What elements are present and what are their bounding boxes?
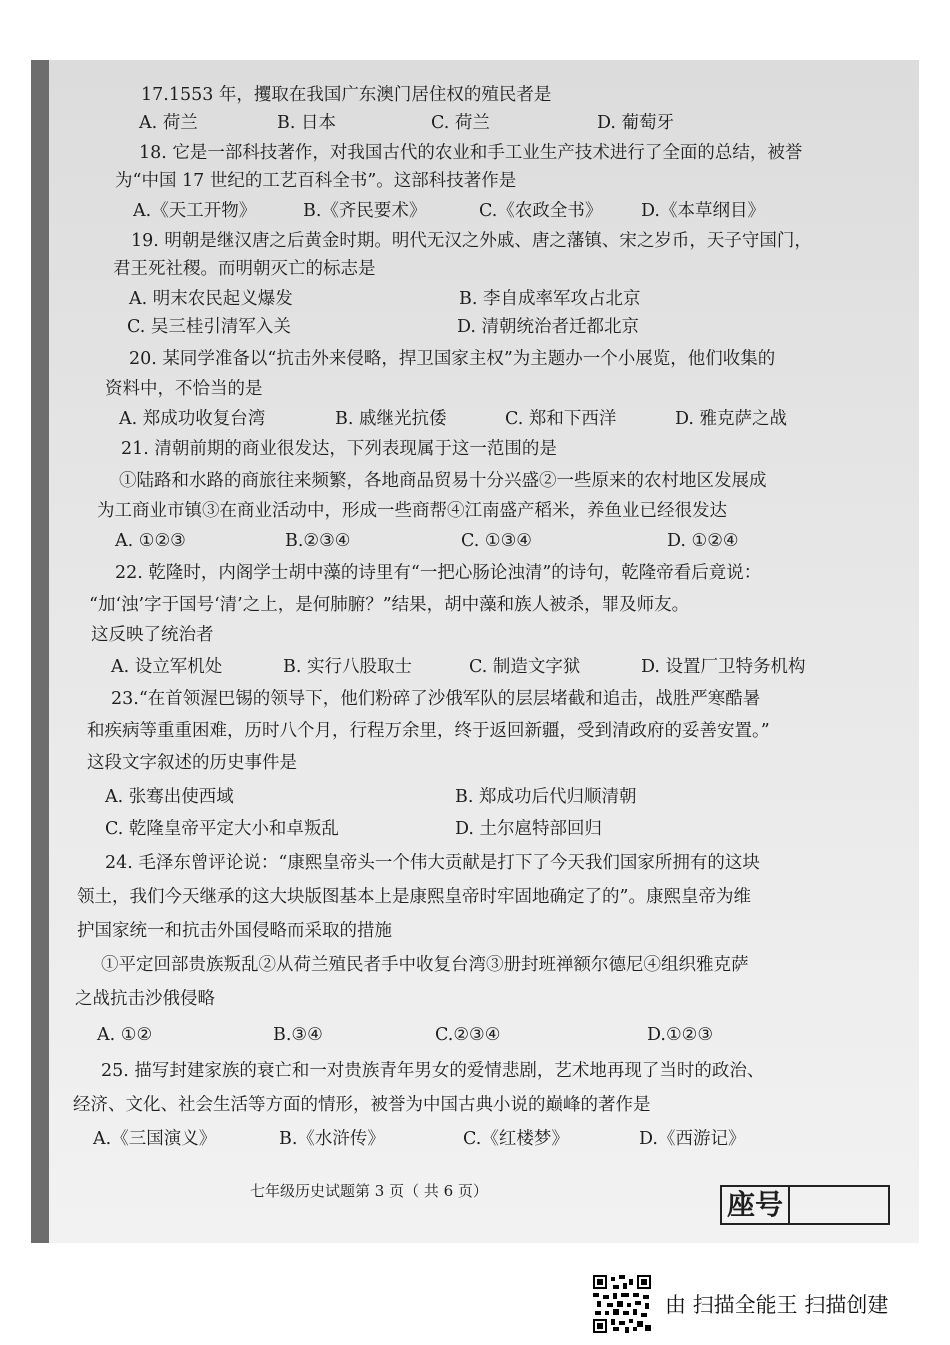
q24-body-line2: 之战抗击沙俄侵略 [75, 989, 215, 1009]
q24-option-b: B.③④ [273, 1025, 323, 1045]
q17-option-c: C. 荷兰 [431, 113, 490, 133]
q19-option-c: C. 吴三桂引清军入关 [127, 317, 291, 337]
q20-stem-line1: 20. 某同学准备以“抗击外来侵略，捍卫国家主权”为主题办一个小展览，他们收集的 [129, 349, 776, 369]
q18-option-a: A.《天工开物》 [133, 201, 257, 221]
q17-stem: 17.1553 年，攫取在我国广东澳门居住权的殖民者是 [141, 85, 552, 105]
q21-body-line1: ①陆路和水路的商旅往来频繁，各地商品贸易十分兴盛②一些原来的农村地区发展成 [119, 471, 767, 491]
q25-stem-line1: 25. 描写封建家族的衰亡和一对贵族青年男女的爱情悲剧，艺术地再现了当时的政治、 [101, 1061, 765, 1081]
q25-option-d: D.《西游记》 [639, 1129, 746, 1149]
page-footer: 七年级历史试题第 3 页（ 共 6 页） [250, 1182, 488, 1200]
q24-stem-line1: 24. 毛泽东曾评论说：“康熙皇帝头一个伟大贡献是打下了今天我们国家所拥有的这块 [105, 853, 760, 873]
q25-option-a: A.《三国演义》 [93, 1129, 217, 1149]
q19-stem-line2: 君王死社稷。而明朝灭亡的标志是 [113, 259, 376, 279]
q25-stem-line2: 经济、文化、社会生活等方面的情形，被誉为中国古典小说的巅峰的著作是 [73, 1095, 651, 1115]
q23-stem-line2: 和疾病等重重困难，历时八个月，行程万余里，终于返回新疆，受到清政府的妥善安置。” [87, 721, 770, 741]
q22-option-d: D. 设置厂卫特务机构 [641, 657, 806, 677]
exam-page-photo [31, 60, 919, 1243]
q25-option-b: B.《水浒传》 [279, 1129, 385, 1149]
q20-stem-line2: 资料中，不恰当的是 [105, 379, 263, 399]
q22-option-b: B. 实行八股取士 [283, 657, 412, 677]
q23-stem-line1: 23.“在首领渥巴锡的领导下，他们粉碎了沙俄军队的层层堵截和追击，战胜严寒酷暑 [111, 689, 761, 709]
q23-stem-line3: 这段文字叙述的历史事件是 [87, 753, 297, 773]
q20-option-b: B. 戚继光抗倭 [335, 409, 447, 429]
seat-number-box [720, 1185, 890, 1225]
q24-option-d: D.①②③ [647, 1025, 714, 1045]
q20-option-d: D. 雅克萨之战 [675, 409, 788, 429]
q21-option-c: C. ①③④ [461, 531, 532, 551]
q25-option-c: C.《红楼梦》 [463, 1129, 569, 1149]
q21-stem: 21. 清朝前期的商业很发达，下列表现属于这一范围的是 [121, 439, 557, 459]
q21-body-line2: 为工商业市镇③在商业活动中，形成一些商帮④江南盛产稻米，养鱼业已经很发达 [97, 501, 727, 521]
q23-option-a: A. 张骞出使西域 [105, 787, 234, 807]
q24-option-a: A. ①② [97, 1025, 153, 1045]
q19-option-d: D. 清朝统治者迁都北京 [457, 317, 640, 337]
q22-option-a: A. 设立军机处 [111, 657, 223, 677]
qr-code-icon [593, 1275, 651, 1333]
seat-number-field [790, 1187, 888, 1223]
seat-number-label: 座号 [722, 1187, 790, 1223]
q24-stem-line2: 领土，我们今天继承的这大块版图基本上是康熙皇帝时牢固地确定了的”。康熙皇帝为维 [77, 887, 751, 907]
scanner-watermark-text: 由 扫描全能王 扫描创建 [665, 1293, 889, 1317]
q20-option-c: C. 郑和下西洋 [505, 409, 617, 429]
q18-option-b: B.《齐民要术》 [303, 201, 427, 221]
q20-option-a: A. 郑成功收复台湾 [119, 409, 266, 429]
q21-option-b: B.②③④ [285, 531, 351, 551]
q18-option-d: D.《本草纲目》 [641, 201, 765, 221]
q17-option-b: B. 日本 [277, 113, 336, 133]
q23-option-d: D. 土尔扈特部回归 [455, 819, 603, 839]
q23-option-c: C. 乾隆皇帝平定大小和卓叛乱 [105, 819, 339, 839]
q24-stem-line3: 护国家统一和抗击外国侵略而采取的措施 [77, 921, 392, 941]
q18-stem-line1: 18. 它是一部科技著作，对我国古代的农业和手工业生产技术进行了全面的总结，被誉 [139, 143, 803, 163]
q17-option-d: D. 葡萄牙 [597, 113, 675, 133]
q21-option-d: D. ①②④ [667, 531, 739, 551]
q19-option-b: B. 李自成率军攻占北京 [459, 289, 641, 309]
q19-option-a: A. 明末农民起义爆发 [129, 289, 293, 309]
q18-option-c: C.《农政全书》 [479, 201, 603, 221]
q21-option-a: A. ①②③ [115, 531, 186, 551]
q22-option-c: C. 制造文字狱 [469, 657, 581, 677]
q22-stem-line1: 22. 乾隆时，内阁学士胡中藻的诗里有“一把心肠论浊清”的诗句，乾隆帝看后竟说： [115, 563, 762, 583]
q18-stem-line2: 为“中国 17 世纪的工艺百科全书”。这部科技著作是 [115, 171, 517, 191]
q17-option-a: A. 荷兰 [139, 113, 198, 133]
q19-stem-line1: 19. 明朝是继汉唐之后黄金时期。明代无汉之外戚、唐之藩镇、宋之岁币，天子守国门， [131, 231, 812, 251]
q22-stem-line2: “加‘浊’字于国号‘清’之上，是何肺腑？”结果，胡中藻和族人被杀，罪及师友。 [89, 595, 690, 615]
q22-stem-line3: 这反映了统治者 [91, 625, 214, 645]
q24-option-c: C.②③④ [435, 1025, 501, 1045]
scanner-watermark [593, 1275, 888, 1333]
q24-body-line1: ①平定回部贵族叛乱②从荷兰殖民者手中收复台湾③册封班禅额尔德尼④组织雅克萨 [101, 955, 749, 975]
q23-option-b: B. 郑成功后代归顺清朝 [455, 787, 637, 807]
